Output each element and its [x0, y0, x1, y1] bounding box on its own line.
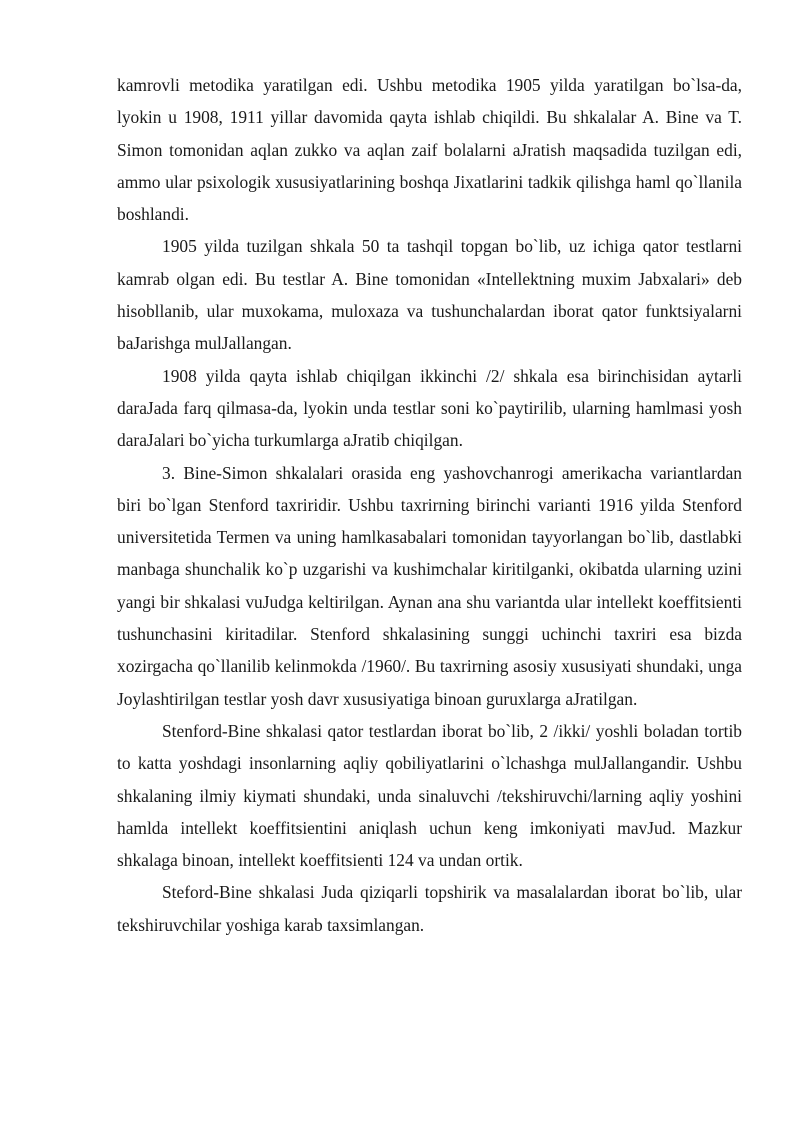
paragraph-1905-scale: 1905 yilda tuzilgan shkala 50 ta tashqil topgan bo`lib, uz ichiga qator testlarni kamrab olgan edi. Bu testlar A. Bine tomonidan «Intellektning muxim Jabxalari» deb hisobllanib, ular muxokama, muloxaza va tushunchalardan iborat qator funktsiyalarni baJarishga mulJallangan.	[117, 236, 742, 354]
paragraph-stanford-binet-tests: Stenford-Bine shkalasi qator testlardan iborat bo`lib, 2 /ikki/ yoshli boladan tortib to katta yoshdagi insonlarning aqliy qobiliyatlarini o`lchashga mulJallangandir. Ushbu shkalaning ilmiy kiymati shundaki, unda sinaluvchi /tekshiruvchi/larning aqliy yoshini hamlda intellekt koeffitsientini aniqlash uchun keng imkoniyati mavJud. Mazkur shkalaga binoan, intellekt koeffitsienti 124 va undan ortik.	[117, 720, 742, 871]
paragraph-stanford-binet-tasks: Steford-Bine shkalasi Juda qiziqarli topshirik va masalalardan iborat bo`lib, ular tekshiruvchilar yoshiga karab taxsimlangan.	[117, 882, 742, 935]
paragraph-1908-scale: 1908 yilda qayta ishlab chiqilgan ikkinchi /2/ shkala esa birinchisidan aytarli daraJada farq qilmasa-da, lyokin unda testlar soni ko`paytirilib, ularning hamlmasi yosh daraJalari bo`yicha turkumlarga aJratib chiqilgan.	[117, 365, 742, 451]
paragraph-continuation: kamrovli metodika yaratilgan edi. Ushbu metodika 1905 yilda yaratilgan bo`lsa-da, lyokin u 1908, 1911 yillar davomida qayta ishlab chiqildi. Bu shkalalar A. Bine va T. Simon tomonidan aqlan zukko va aqlan zaif bolalarni aJratish maqsadida tuzilgan edi, ammo ular psixologik xususiyatlarining boshqa Jixatlarini tadkik qilishga haml qo`llanila boshlandi.	[117, 75, 742, 225]
paragraph-stanford-revision: 3. Bine-Simon shkalalari orasida eng yashovchanrogi amerikacha variantlardan biri bo`lgan Stenford taxriridir. Ushbu taxrirning birinchi varianti 1916 yilda Stenford universitetida Termen va uning hamlkasabalari tomonidan tayyorlangan bo`lib, dastlabki manbaga shunchalik ko`p uzgarishi va kushimchalar kiritilganki, okibatda ularning uzini yangi bir shkalasi vuJudga keltirilgan. Aynan ana shu variantda ular intellekt koeffitsienti tushunchasini kiritadilar. Stenford shkalasining sunggi uchinchi taxriri esa bizda xozirgacha qo`llanilib kelinmokda /1960/. Bu taxrirning asosiy xususiyati shundaki, unga Joylashtirilgan testlar yosh davr xususiyatiga binoan guruxlarga aJratilgan.	[117, 462, 742, 709]
body-text	[117, 69, 742, 941]
